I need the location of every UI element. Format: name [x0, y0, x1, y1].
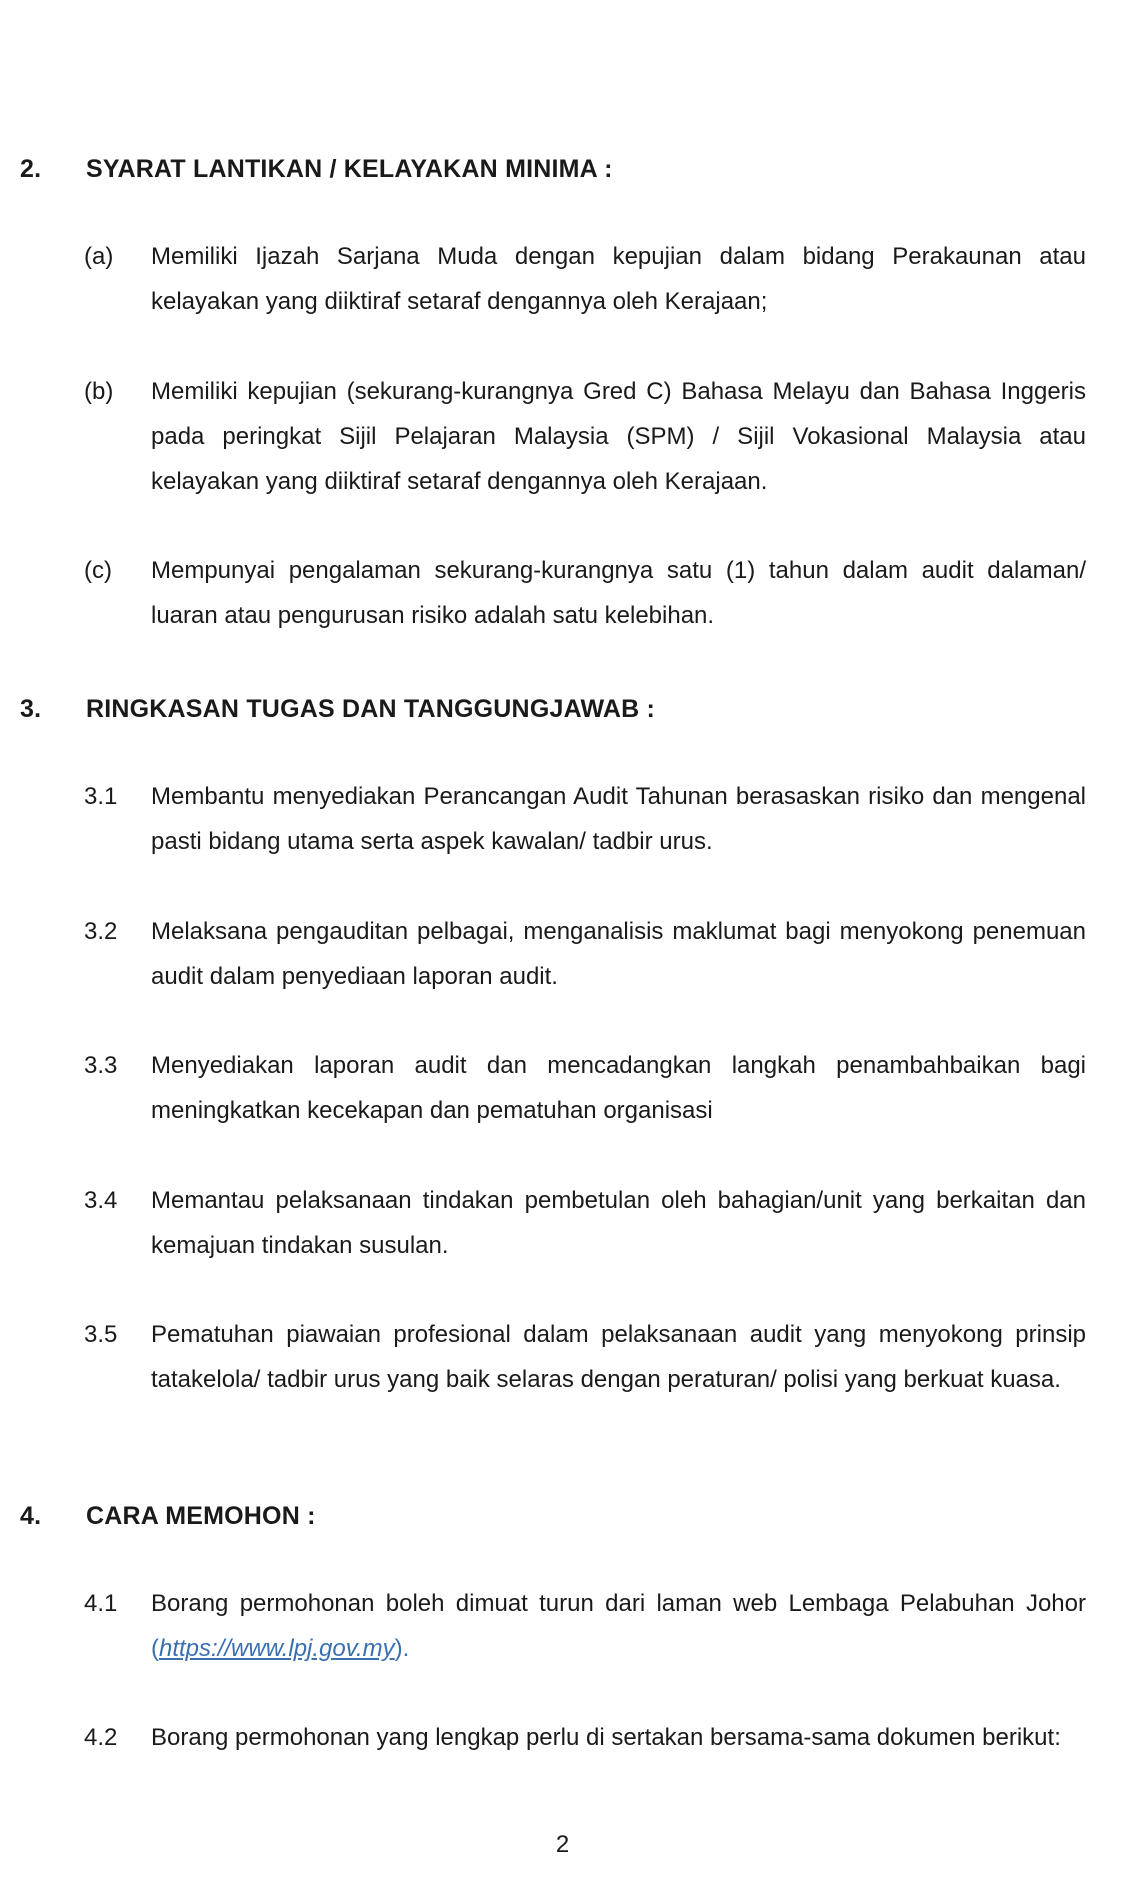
item-text: Borang permohonan yang lengkap perlu di sertakan bersama-sama dokumen berikut: — [151, 1724, 1061, 1751]
page-number: 2 — [555, 1831, 570, 1858]
website-link[interactable] — [151, 1635, 409, 1662]
item-label: 3.2 — [84, 918, 118, 945]
section-3-number: 3. — [20, 695, 42, 723]
list-item — [84, 1043, 1086, 1133]
item-label: 3.1 — [84, 783, 118, 810]
website-url[interactable]: https://www.lpj.gov.my — [159, 1635, 395, 1662]
item-label: 4.1 — [84, 1590, 118, 1617]
item-text: Memantau pelaksanaan tindakan pembetulan oleh bahagian/unit yang berkaitan dan kemajuan tindakan susulan. — [151, 1187, 1086, 1259]
list-item — [84, 1715, 1086, 1760]
section-3-title: RINGKASAN TUGAS DAN TANGGUNGJAWAB : — [86, 695, 656, 723]
list-item — [84, 909, 1086, 999]
list-item — [84, 1312, 1086, 1402]
item-label: 4.2 — [84, 1724, 118, 1751]
item-text — [151, 1581, 1086, 1671]
link-open-paren: ( — [151, 1635, 159, 1662]
link-close-paren: ). — [394, 1635, 410, 1662]
item-label: (c) — [84, 557, 112, 584]
section-2-number: 2. — [20, 155, 42, 183]
section-4-title: CARA MEMOHON : — [86, 1502, 316, 1530]
section-2-heading — [20, 154, 613, 184]
section-4-number: 4. — [20, 1502, 42, 1530]
item-text: Membantu menyediakan Perancangan Audit Tahunan berasaskan risiko dan mengenal pasti bidang utama serta aspek kawalan/ tadbir urus. — [151, 783, 1086, 855]
item-text: Pematuhan piawaian profesional dalam pelaksanaan audit yang menyokong prinsip tatakelola/ tadbir urus yang baik selaras dengan peraturan/ polisi yang berkuat kuasa. — [151, 1321, 1086, 1393]
section-2-title: SYARAT LANTIKAN / KELAYAKAN MINIMA : — [86, 155, 613, 183]
item-text: Memiliki Ijazah Sarjana Muda dengan kepujian dalam bidang Perakaunan atau kelayakan yang diiktiraf setaraf dengannya oleh Kerajaan; — [151, 243, 1086, 315]
list-item — [84, 774, 1086, 864]
list-item — [84, 234, 1086, 324]
item-text: Melaksana pengauditan pelbagai, menganalisis maklumat bagi menyokong penemuan audit dalam penyediaan laporan audit. — [151, 918, 1086, 990]
item-label: 3.4 — [84, 1187, 118, 1214]
section-3-heading — [20, 694, 655, 724]
list-item — [84, 548, 1086, 638]
item-text: Mempunyai pengalaman sekurang-kurangnya satu (1) tahun dalam audit dalaman/ luaran atau pengurusan risiko adalah satu kelebihan. — [151, 557, 1086, 629]
list-item — [84, 1581, 1086, 1671]
item-label: 3.5 — [84, 1321, 118, 1348]
item-text: Memiliki kepujian (sekurang-kurangnya Gred C) Bahasa Melayu dan Bahasa Inggeris pada peringkat Sijil Pelajaran Malaysia (SPM) / Sijil Vokasional Malaysia atau kelayakan yang diiktiraf setaraf dengannya oleh Kerajaan. — [151, 378, 1086, 495]
item-label: 3.3 — [84, 1052, 118, 1079]
item-label: (b) — [84, 378, 114, 405]
section-4-heading — [20, 1501, 316, 1531]
item-text-body: Borang permohonan boleh dimuat turun dari laman web Lembaga Pelabuhan Johor — [151, 1590, 1086, 1617]
item-label: (a) — [84, 243, 114, 270]
list-item — [84, 369, 1086, 504]
list-item — [84, 1178, 1086, 1268]
item-text: Menyediakan laporan audit dan mencadangkan langkah penambahbaikan bagi meningkatkan kecekapan dan pematuhan organisasi — [151, 1052, 1086, 1124]
